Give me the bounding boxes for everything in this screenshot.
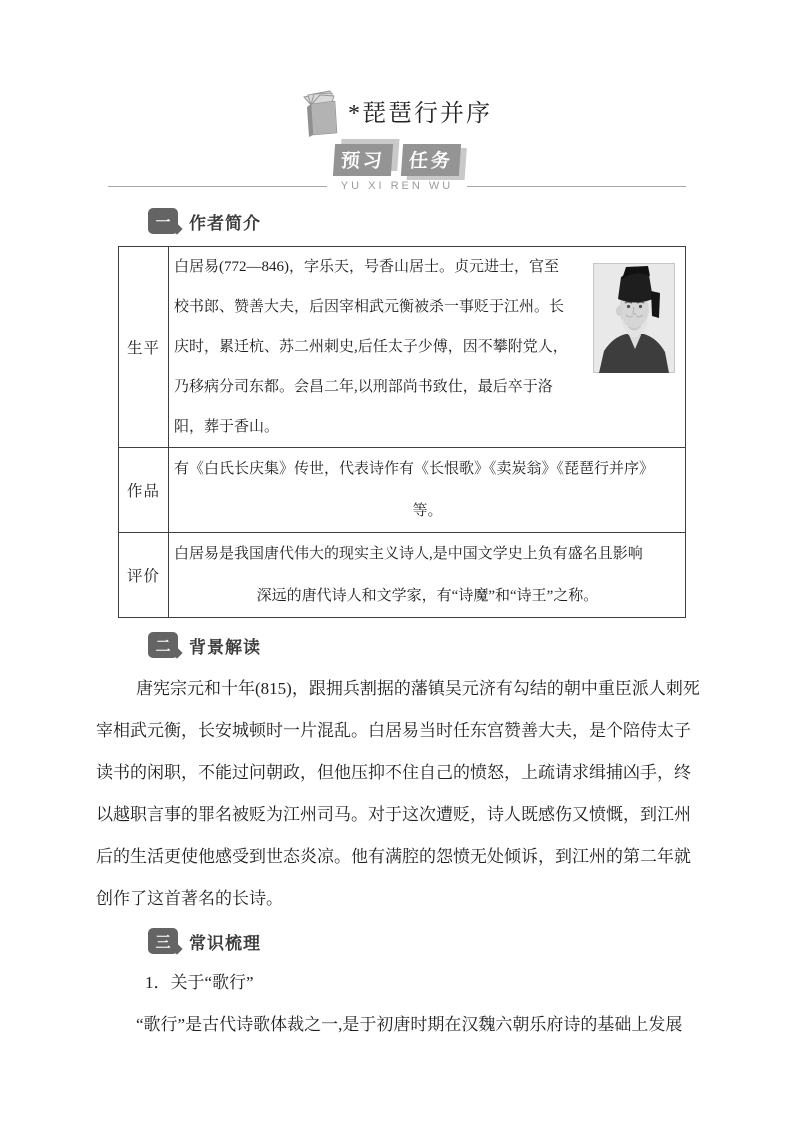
row-header-pingjia: 评价 [119,533,169,617]
section-2-badge-icon: 二 [148,632,178,658]
table-line: 校书郎、赞善大夫，后因宰相武元衡被杀一事贬于江州。长 [174,299,565,315]
table-row-pingjia [119,532,685,617]
section-1-title: 作者简介 [189,213,261,233]
document-header [0,88,794,140]
row-header-zuopin: 作品 [119,448,169,532]
paragraph-line: 读书的闲职，不能过问朝政，但他压抑不住自己的愤怒，上疏请求缉捕凶手，终 [96,763,691,782]
row-header-shengping: 生平 [119,247,169,447]
rule-right [467,186,686,187]
row-content-zuopin [169,448,685,532]
banner-pinyin: YU XI REN WU [340,180,454,192]
table-row-shengping [119,247,685,447]
section-3-badge-icon: 三 [148,928,178,954]
table-line: 乃移病分司东都。会昌二年,以刑部尚书致仕，最后卒于洛 [174,379,553,395]
section-header-knowledge [148,926,794,956]
table-line: 深远的唐代诗人和文学家，有“诗魔”和“诗王”之称。 [256,588,599,604]
row-content-shengping [169,247,685,447]
table-line: 白居易(772—846)，字乐天，号香山居士。贞元进士，官至 [174,259,559,275]
banner [0,144,794,174]
row-content-pingjia [169,533,685,617]
section-header-background [148,630,794,660]
section-1-badge-icon: 一 [148,208,178,234]
banner-badge-1: 预习 [333,144,393,176]
page-title: *琵琶行并序 [348,101,492,127]
table-line: 有《白氏长庆集》传世，代表诗作有《长恨歌》《卖炭翁》《琵琶行并序》 [174,461,655,477]
book-icon [302,89,344,139]
banner-badge-2: 任务 [400,144,460,176]
paragraph-line: 以越职言事的罪名被贬为江州司马。对于这次遭贬，诗人既感伤又愤慨，到江州 [96,805,691,824]
table-row-zuopin [119,447,685,532]
table-line: 庆时，累迁杭、苏二州刺史,后任太子少傅，因不攀附党人， [174,339,568,355]
banner-subtitle-row [108,180,686,192]
table-line: 等。 [412,503,443,519]
table-line: 阳，葬于香山。 [174,419,280,435]
section-3-title: 常识梳理 [189,933,261,953]
background-paragraph [96,668,698,920]
section-header-author [148,206,794,236]
author-info-table [118,246,686,618]
section-2-title: 背景解读 [189,637,261,657]
paragraph-line: 后的生活更使他感受到世态炎凉。他有满腔的怨愤无处倾诉，到江州的第二年就 [96,847,691,866]
table-line: 白居易是我国唐代伟大的现实主义诗人,是中国文学史上负有盛名且影响 [174,546,643,562]
rule-left [108,186,327,187]
paragraph-line: “歌行”是古代诗歌体裁之一,是于初唐时期在汉魏六朝乐府诗的基础上发展 [136,1015,683,1034]
knowledge-section-body [96,962,698,1046]
knowledge-item-title: 1．关于“歌行” [145,973,254,992]
paragraph-line: 创作了这首著名的长诗。 [96,889,283,908]
paragraph-line: 唐宪宗元和十年(815)，跟拥兵割据的藩镇吴元济有勾结的朝中重臣派人刺死 [136,679,700,698]
paragraph-line: 宰相武元衡，长安城顿时一片混乱。白居易当时任东宫赞善大夫，是个陪侍太子 [96,721,691,740]
bai-juyi-portrait [593,263,675,373]
